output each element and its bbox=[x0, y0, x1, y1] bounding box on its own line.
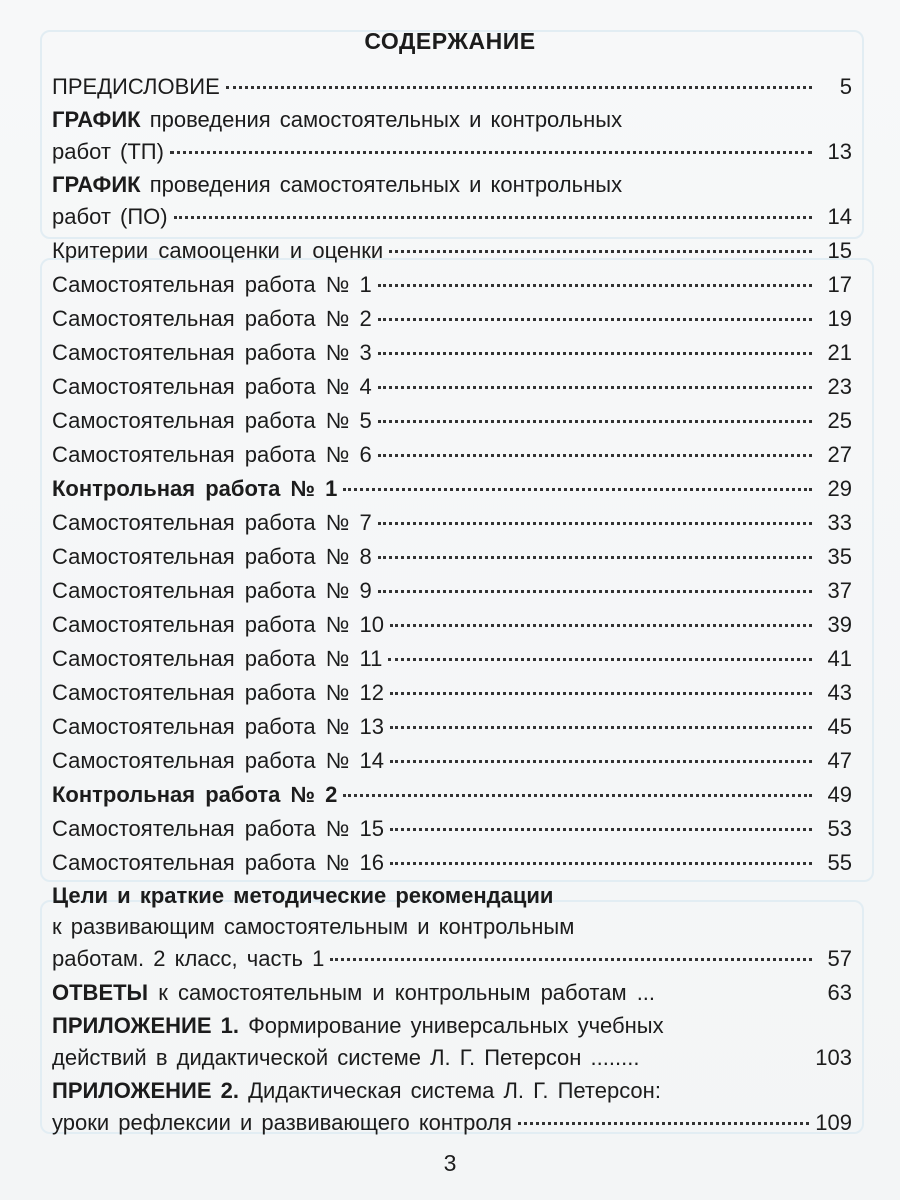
toc-entry-page: 39 bbox=[827, 612, 852, 637]
toc-entry-page: 19 bbox=[827, 306, 852, 331]
toc-entry-label-cont: работам. 2 класс, часть 1 bbox=[52, 946, 325, 971]
toc-entry[interactable] bbox=[52, 234, 852, 268]
dot-leader bbox=[378, 284, 812, 287]
dot-leader bbox=[343, 794, 812, 797]
dot-leader bbox=[174, 216, 812, 219]
toc-entry-page: 55 bbox=[827, 850, 852, 875]
dot-leader bbox=[390, 726, 812, 729]
toc-entry[interactable] bbox=[52, 438, 852, 472]
toc-entry[interactable] bbox=[52, 608, 852, 642]
toc-entry-label: проведения самостоятельных и контрольных bbox=[140, 172, 623, 197]
toc-entry-page: 53 bbox=[827, 816, 852, 841]
toc-entry-label: Контрольная работа № 2 bbox=[52, 782, 338, 807]
toc-entry[interactable] bbox=[52, 104, 852, 169]
toc-entry-label: Критерии самооценки и оценки bbox=[52, 238, 384, 263]
toc-entry-label: проведения самостоятельных и контрольных bbox=[140, 107, 623, 132]
toc-entry-label: Самостоятельная работа № 6 bbox=[52, 442, 372, 467]
dot-leader bbox=[378, 352, 812, 355]
toc-entry-page: 35 bbox=[827, 544, 852, 569]
toc-entry[interactable] bbox=[52, 744, 852, 778]
toc-entry-page: 37 bbox=[827, 578, 852, 603]
toc-entry-page: 49 bbox=[827, 782, 852, 807]
toc-entry-label: Дидактическая система Л. Г. Петерсон: bbox=[238, 1078, 661, 1103]
toc-entry-bold: ГРАФИК bbox=[52, 107, 141, 132]
toc-entry-label: Самостоятельная работа № 7 bbox=[52, 510, 372, 535]
toc-entry[interactable] bbox=[52, 268, 852, 302]
toc-entry-page: 33 bbox=[827, 510, 852, 535]
toc-entry-label: Самостоятельная работа № 3 bbox=[52, 340, 372, 365]
toc-entry-label: Самостоятельная работа № 12 bbox=[52, 680, 384, 705]
dot-leader bbox=[343, 488, 812, 491]
dot-leader bbox=[378, 590, 812, 593]
dot-leader bbox=[390, 862, 812, 865]
dot-leader bbox=[170, 151, 812, 154]
toc-entry-page: 103 bbox=[815, 1045, 852, 1070]
dot-leader bbox=[390, 624, 812, 627]
toc-entry[interactable] bbox=[52, 976, 852, 1010]
dot-leader bbox=[388, 658, 812, 661]
toc-entry-page: 47 bbox=[827, 748, 852, 773]
toc-entry-label: Самостоятельная работа № 1 bbox=[52, 272, 372, 297]
dot-leader bbox=[378, 454, 812, 457]
dot-leader bbox=[389, 250, 812, 253]
toc-entry[interactable] bbox=[52, 846, 852, 880]
toc-entry-label: Самостоятельная работа № 5 bbox=[52, 408, 372, 433]
toc-entry-page: 63 bbox=[827, 980, 852, 1005]
toc-entry-label-cont: уроки рефлексии и развивающего контроля bbox=[52, 1110, 512, 1135]
toc-entry-page: 17 bbox=[827, 272, 852, 297]
toc-entry-label-cont: работ (ПО) bbox=[52, 204, 168, 229]
toc-entry[interactable] bbox=[52, 506, 852, 540]
dot-leader bbox=[378, 522, 812, 525]
toc-entry-page: 27 bbox=[827, 442, 852, 467]
toc-entry[interactable] bbox=[52, 812, 852, 846]
toc-entry[interactable] bbox=[52, 404, 852, 438]
dot-leader bbox=[378, 420, 812, 423]
toc-entry[interactable] bbox=[52, 710, 852, 744]
toc-entry-bold: ПРИЛОЖЕНИЕ 1. bbox=[52, 1013, 239, 1038]
toc-entry-page: 14 bbox=[827, 204, 852, 229]
toc-entry-label-cont: работ (ТП) bbox=[52, 139, 164, 164]
toc-entry-page: 13 bbox=[827, 139, 852, 164]
toc-entry-page: 21 bbox=[827, 340, 852, 365]
toc-entry[interactable] bbox=[52, 778, 852, 812]
toc-entry-page: 25 bbox=[827, 408, 852, 433]
dot-leader bbox=[378, 386, 812, 389]
toc-entry[interactable] bbox=[52, 1010, 852, 1075]
table-of-contents bbox=[52, 70, 852, 1140]
toc-entry-label: Самостоятельная работа № 13 bbox=[52, 714, 384, 739]
toc-entry-label: к самостоятельным и контрольным работам ... bbox=[148, 980, 656, 1005]
toc-entry-label: Самостоятельная работа № 4 bbox=[52, 374, 372, 399]
toc-entry-label: Самостоятельная работа № 16 bbox=[52, 850, 384, 875]
toc-entry-bold: Цели и краткие методические рекомендации bbox=[52, 883, 554, 908]
toc-entry-label: Самостоятельная работа № 14 bbox=[52, 748, 384, 773]
toc-entry[interactable] bbox=[52, 540, 852, 574]
toc-entry-page: 57 bbox=[827, 946, 852, 971]
toc-entry[interactable] bbox=[52, 880, 852, 976]
toc-entry[interactable] bbox=[52, 676, 852, 710]
toc-entry-bold: ГРАФИК bbox=[52, 172, 141, 197]
toc-entry-label: Контрольная работа № 1 bbox=[52, 476, 338, 501]
toc-entry-page: 23 bbox=[827, 374, 852, 399]
toc-entry-page: 109 bbox=[815, 1110, 852, 1135]
toc-entry[interactable] bbox=[52, 336, 852, 370]
toc-entry-label: Самостоятельная работа № 2 bbox=[52, 306, 372, 331]
toc-entry[interactable] bbox=[52, 302, 852, 336]
toc-entry-label: Самостоятельная работа № 11 bbox=[52, 646, 383, 671]
toc-entry-label: Самостоятельная работа № 8 bbox=[52, 544, 372, 569]
dot-leader bbox=[390, 828, 812, 831]
dot-leader bbox=[378, 556, 812, 559]
toc-entry-label: к развивающим самостоятельным и контрольным bbox=[52, 914, 575, 939]
toc-entry[interactable] bbox=[52, 1075, 852, 1140]
toc-entry[interactable] bbox=[52, 169, 852, 234]
toc-entry-label: ПРЕДИСЛОВИЕ bbox=[52, 74, 220, 99]
toc-entry[interactable] bbox=[52, 574, 852, 608]
toc-entry-label: Самостоятельная работа № 15 bbox=[52, 816, 384, 841]
toc-entry-label: Самостоятельная работа № 10 bbox=[52, 612, 384, 637]
page-number: 3 bbox=[443, 1150, 457, 1176]
toc-entry[interactable] bbox=[52, 472, 852, 506]
toc-entry-label: Самостоятельная работа № 9 bbox=[52, 578, 372, 603]
toc-entry-page: 15 bbox=[827, 238, 852, 263]
toc-entry-page: 5 bbox=[839, 74, 852, 99]
toc-entry-page: 29 bbox=[827, 476, 852, 501]
toc-entry[interactable] bbox=[52, 70, 852, 104]
page-title: СОДЕРЖАНИЕ bbox=[364, 28, 536, 54]
dot-leader bbox=[330, 958, 812, 961]
toc-entry-page: 45 bbox=[827, 714, 852, 739]
toc-entry[interactable] bbox=[52, 370, 852, 404]
toc-entry-page: 41 bbox=[827, 646, 852, 671]
toc-entry-label: Формирование универсальных учебных bbox=[238, 1013, 664, 1038]
toc-entry-label-cont: действий в дидактической системе Л. Г. Петерсон ........ bbox=[52, 1045, 640, 1070]
toc-entry[interactable] bbox=[52, 642, 852, 676]
dot-leader bbox=[390, 692, 812, 695]
dot-leader bbox=[518, 1122, 809, 1125]
toc-entry-bold: ПРИЛОЖЕНИЕ 2. bbox=[52, 1078, 239, 1103]
toc-entry-page: 43 bbox=[827, 680, 852, 705]
toc-entry-bold: ОТВЕТЫ bbox=[52, 980, 149, 1005]
dot-leader bbox=[390, 760, 812, 763]
dot-leader bbox=[226, 86, 812, 89]
dot-leader bbox=[378, 318, 812, 321]
